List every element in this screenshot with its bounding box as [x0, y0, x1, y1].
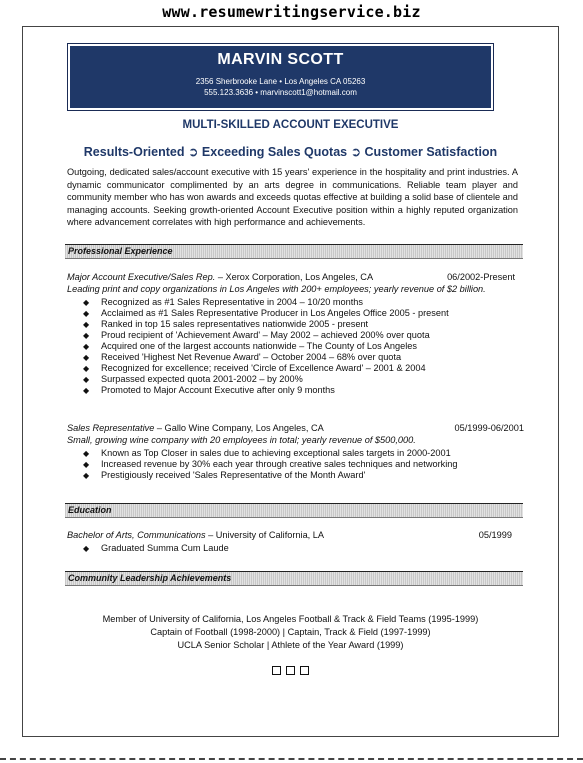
job-heading-2 [67, 423, 524, 433]
community-line: UCLA Senior Scholar | Athlete of the Year Award (1999) [177, 640, 404, 650]
section-header-experience: Professional Experience [65, 244, 523, 259]
list-item: ◆ Prestigiously received 'Sales Representative of the Month Award' [83, 470, 458, 481]
square-icon [272, 666, 281, 675]
contact-info: 555.123.3636 • marvinscott1@hotmail.com [204, 88, 357, 97]
job-heading-1 [67, 272, 515, 282]
list-item: ◆ Recognized for excellence; received 'Circle of Excellence Award' – 2001 & 2004 [83, 363, 449, 374]
header-banner [70, 46, 491, 108]
site-url: www.resumewritingservice.biz [162, 3, 421, 21]
list-item: ◆ Acclaimed as #1 Sales Representative Producer in Los Angeles Office 2005 - present [83, 308, 449, 319]
job-dates-1: 06/2002-Present [447, 272, 515, 282]
list-item: ◆ Ranked in top 15 sales representatives nationwide 2005 - present [83, 319, 449, 330]
list-item: ◆ Increased revenue by 30% each year through creative sales techniques and networking [83, 459, 458, 470]
tagline: Results-Oriented ➲ Exceeding Sales Quotas ➲ Customer Satisfaction [83, 145, 498, 159]
summary-paragraph: Outgoing, dedicated sales/account executive with 15 years' experience in the hospitality and print industries. A dynamic communicator complimented by an arts degree in communications. Reliable team player and community member who has won awards and exceeds quotas effective at building a solid base of clientele and managing accounts. Seeking growth-oriented Account Executive position within a highly reputed organization where advancement correlates with high performance and achievements. [67, 167, 518, 228]
job-description-2: Small, growing wine company with 20 employees in total; yearly revenue of $500,000. [67, 435, 416, 445]
list-item: ◆ Acquired one of the largest accounts nationwide – The County of Los Angeles [83, 341, 449, 352]
degree: Bachelor of Arts, Communications [67, 530, 206, 540]
list-item: ◆ Known as Top Closer in sales due to achieving exceptional sales targets in 2000-2001 [83, 448, 458, 459]
section-header-education: Education [65, 503, 523, 518]
job-bullets-1 [83, 297, 449, 396]
job-dates-2: 05/1999-06/2001 [454, 423, 524, 433]
candidate-name: MARVIN SCOTT [217, 51, 344, 68]
job-title-1: Major Account Executive/Sales Rep. [67, 272, 216, 282]
education-bullets [83, 543, 229, 554]
education-heading [67, 530, 512, 540]
job-company-2: – Gallo Wine Company, Los Angeles, CA [154, 423, 324, 433]
list-item: ◆ Received 'Highest Net Revenue Award' – October 2004 – 68% over quota [83, 352, 449, 363]
header-box [67, 43, 494, 111]
job-bullets-2 [83, 448, 458, 481]
list-item: ◆ Proud recipient of 'Achievement Award' – May 2002 – achieved 200% over quota [83, 330, 449, 341]
community-line: Captain of Football (1998-2000) | Captain, Track & Field (1997-1999) [150, 627, 431, 637]
list-item: ◆ Promoted to Major Account Executive after only 9 months [83, 385, 449, 396]
education-date: 05/1999 [478, 530, 512, 540]
section-header-community: Community Leadership Achievements [65, 571, 523, 586]
community-line: Member of University of California, Los Angeles Football & Track & Field Teams (1995-1999) [102, 614, 479, 624]
job-description-1: Leading print and copy organizations in Los Angeles with 200+ employees; yearly revenue of $2 billion. [67, 284, 486, 294]
address: 2356 Sherbrooke Lane • Los Angeles CA 05263 [195, 77, 366, 86]
job-company-1: – Xerox Corporation, Los Angeles, CA [215, 272, 374, 282]
bottom-rule [0, 758, 583, 760]
job-title: MULTI-SKILLED ACCOUNT EXECUTIVE [182, 119, 399, 131]
page-marks [23, 666, 558, 678]
list-item: ◆ Surpassed expected quota 2001-2002 – by 200% [83, 374, 449, 385]
school: – University of California, LA [205, 530, 325, 540]
list-item: ◆ Graduated Summa Cum Laude [83, 543, 229, 554]
resume-page [22, 26, 559, 737]
square-icon [286, 666, 295, 675]
list-item: ◆ Recognized as #1 Sales Representative in 2004 – 10/20 months [83, 297, 449, 308]
job-title-2: Sales Representative [67, 423, 155, 433]
square-icon [300, 666, 309, 675]
